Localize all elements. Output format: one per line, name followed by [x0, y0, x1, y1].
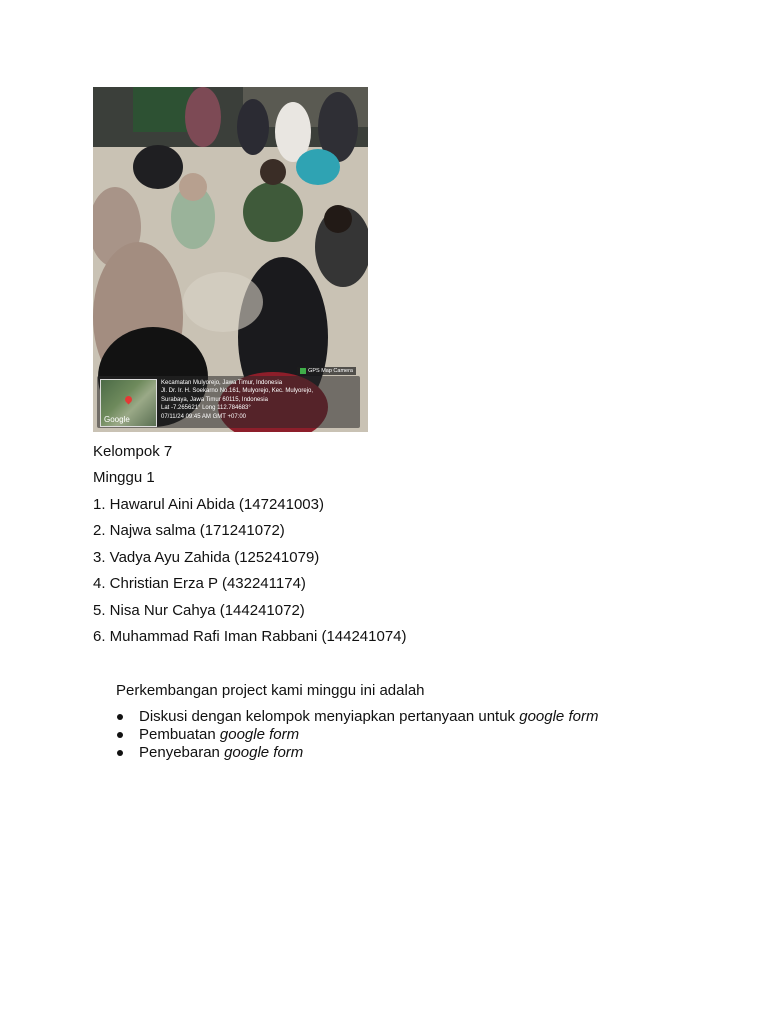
progress-item-text: Penyebaran	[139, 744, 225, 761]
progress-intro: Perkembangan project kami minggu ini adalah	[116, 682, 425, 699]
progress-item	[116, 744, 598, 762]
gps-map-camera-badge	[297, 367, 356, 375]
bullet-icon	[117, 732, 123, 738]
group-label: Kelompok 7	[93, 443, 173, 460]
geotag-line: Surabaya, Jawa Timur 60115, Indonesia	[161, 396, 268, 403]
map-pin-icon	[124, 395, 134, 405]
member-item: 5. Nisa Nur Cahya (144241072)	[93, 601, 305, 619]
geotag-stamp	[97, 368, 360, 428]
gps-camera-icon	[300, 368, 306, 374]
progress-item-text: Pembuatan	[139, 726, 220, 743]
geotag-map-thumbnail	[100, 379, 157, 427]
geotag-brand: GPS Map Camera	[308, 368, 353, 374]
bullet-icon	[117, 714, 123, 720]
progress-item-italic: google form	[219, 726, 300, 743]
geotag-line: Jl. Dr. Ir. H. Soekarno No.161, Mulyorejo, Kec. Mulyorejo,	[161, 388, 314, 395]
geotag-line: 07/11/24 09:45 AM GMT +07:00	[161, 413, 247, 420]
member-item: 3. Vadya Ayu Zahida (125241079)	[93, 548, 320, 566]
week-label: Minggu 1	[93, 469, 155, 486]
group-photo	[93, 87, 368, 432]
bullet-icon	[117, 750, 123, 756]
progress-item-italic: google form	[224, 744, 304, 761]
member-item: 1. Hawarul Aini Abida (147241003)	[93, 496, 324, 513]
member-item: 6. Muhammad Rafi Iman Rabbani (144241074)	[93, 627, 407, 645]
geotag-line: Kecamatan Mulyorejo, Jawa Timur, Indonesia	[161, 380, 283, 386]
progress-item-text: Diskusi dengan kelompok menyiapkan pertanyaan untuk	[139, 708, 520, 725]
map-provider-label: Google	[104, 415, 130, 424]
progress-item	[116, 726, 598, 744]
progress-item	[116, 708, 598, 726]
geotag-text	[161, 379, 356, 421]
member-item: 2. Najwa salma (171241072)	[93, 522, 285, 540]
member-list	[93, 496, 407, 654]
progress-item-italic: google form	[519, 708, 599, 725]
geotag-line: Lat -7.265621° Long 112.784683°	[161, 405, 251, 412]
member-item: 4. Christian Erza P (432241174)	[93, 575, 306, 593]
progress-list	[116, 708, 598, 762]
